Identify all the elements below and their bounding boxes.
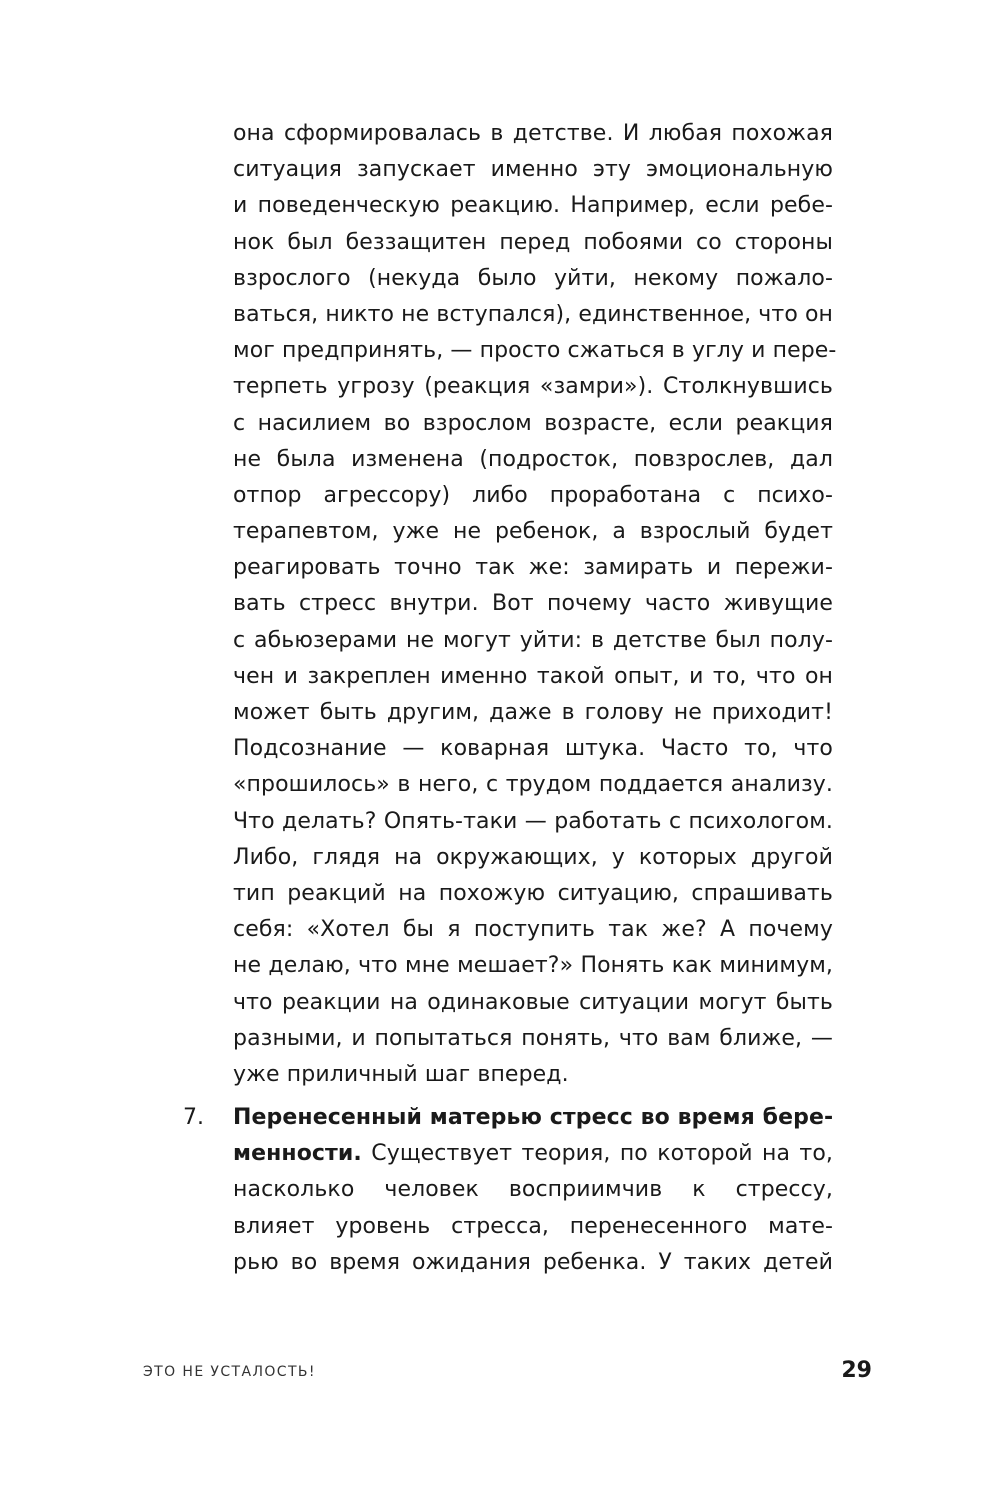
text-line: насколько человек восприимчив к стрессу, [233,1177,833,1203]
text-line: влияет уровень стресса, перенесенного мате- [233,1213,833,1239]
page-number: 29 [841,1358,872,1383]
text-line: Подсознание — коварная штука. Часто то, что [233,736,833,762]
text-line: отпор агрессору) либо проработана с психо- [233,482,833,508]
text-line: с абьюзерами не могут уйти: в детстве был полу- [233,627,833,653]
text-line: мог предпринять, — просто сжаться в углу и пере- [233,338,837,364]
text-line: уже приличный шаг вперед. [233,1061,569,1087]
text-line: и поведенческую реакцию. Например, если ребе- [233,193,833,219]
text-line: с насилием во взрослом возрасте, если реакция [233,410,833,436]
text-line: рью во время ожидания ребенка. У таких детей [233,1249,833,1275]
text-line: вать стресс внутри. Вот почему часто живущие [233,591,833,617]
text-line: разными, и попытаться понять, что вам ближе, — [233,1025,833,1051]
text-line: чен и закреплен именно такой опыт, и то, что он [233,663,833,689]
text-line [233,1136,833,1172]
text-line: себя: «Хотел бы я поступить так же? А почему [233,917,833,943]
paragraph-continuation [233,116,837,1093]
text-line: «прошилось» в него, с трудом поддается анализу. [233,772,833,798]
text-line: Либо, глядя на окружающих, у которых другой [233,844,833,870]
list-item-body [233,1100,833,1281]
text-fragment: Существует теория, по которой на то, [361,1141,833,1167]
text-line: реагировать точно так же: замирать и пережи- [233,555,833,581]
text-line: ситуация запускает именно эту эмоциональную [233,157,833,183]
text-line: что реакции на одинаковые ситуации могут быть [233,989,833,1015]
text-line: терапевтом, уже не ребенок, а взрослый будет [233,519,833,545]
running-title: ЭТО НЕ УСТАЛОСТЬ! [143,1364,316,1380]
text-line: может быть другим, даже в голову не приходит! [233,700,833,725]
text-line: нок был беззащитен перед побоями со стороны [233,229,833,255]
text-line: не была изменена (подросток, повзрослев, дал [233,446,833,472]
text-line: ваться, никто не вступался), единственное, что он [233,301,834,327]
list-item-heading-end: менности. [233,1141,362,1167]
text-line: терпеть угрозу (реакция «замри»). Столкнувшись [233,374,833,400]
text-line: взрослого (некуда было уйти, некому пожало- [233,265,833,291]
list-item-number: 7. [183,1105,204,1130]
text-line: она сформировалась в детстве. И любая похожая [233,121,833,146]
text-line: не делаю, что мне мешает?» Понять как минимум, [233,953,833,979]
text-line: Что делать? Опять-таки — работать с психологом. [233,808,833,834]
list-item-heading: Перенесенный матерью стресс во время бере- [233,1105,834,1130]
text-line: тип реакций на похожую ситуацию, спрашивать [233,880,833,906]
